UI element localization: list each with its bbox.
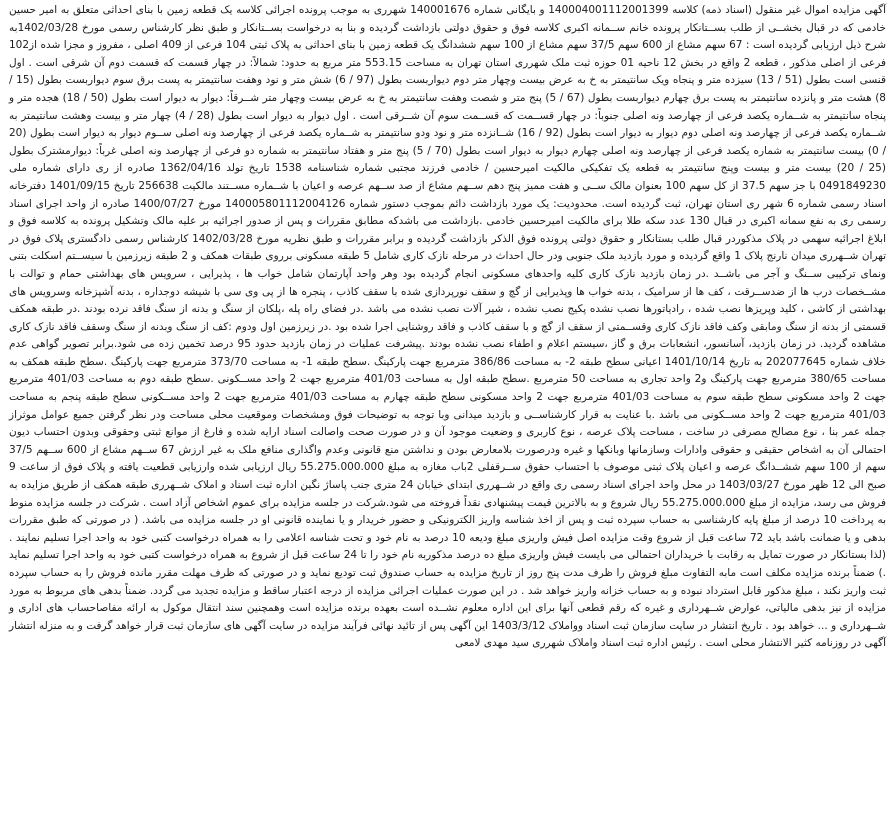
notice-body-text: آگهی مزایده اموال غیر منقول (اسناد ذمه) کلاسه 140004001112001399 و بایگانی شماره 140001676 شهرری به موجب پرونده اجرائی کلاسه یک قطعه زمین با بنای احداثی متعلق به امیر حسین خادمی که در قبال بخشــی از طلب بســتانکار پرونده خانم ســمانه اکبری کلاسه فوق و حقوق دولتی بازداشت گردیده و بنا به درخواست بســتانکار و طبق نظر کارشناس رسمی مورخ 1402/03/28به شرح ذیل ارزیابی گردیده است : 67 سهم مشاع از 600 سهم 37/5 سهم مشاع از 100 سهم ششدانگ یک قطعه زمین با بنای احداثی به پلاک ثبتی 104 فرعی از 409 اصلی ، مفروز و مجزا شده از102 فرعی از اصلی مذکور ، قطعه 2 واقع در بخش 12 ناحیه 01 حوزه ثبت ملک شهرری استان تهران به مساحت 553.15 متر مربع به حدود: شمالاً: در چهار قسمت که قسمت دوم آن شرقی است . اول قنسی است بطول (51 / 13) سیزده متر و پنجاه ویک سانتیمتر به خ به عرض بیست وچهار متر دوم دیواربست بطول (97 / 6) شش متر و نود وهفت سانتیمتر به پست برق سوم دیواربست بطول (15 / 8) هشت متر و پانزده سانتیمتر به پست برق چهارم دیواربست بطول (67 / 5) پنج متر و شصت وهفت سانتیمتر به خ به عرض بیست وچهار متر شــرقاً: دیوار به دیوار است بطول (50 / 18) هجده متر و پنجاه سانتیمتر به شــماره یکصد فرعی از چهارصد ونه اصلی جنوباً: در چهار قســمت که قســمت سوم آن شــرقی است . اول دیوار به دیوار است بطول (28 / 4) چهار متر و بیست وهشت سانتیمتر به شــماره یکصد فرعی از چهارصد ونه اصلی دوم دیوار به دیوار است بطول (92 / 16) شــانزده متر و نود ودو سانتیمتر به شــماره یکصد فرعی از چهارصد ونه اصلی ســوم دیوار به دیوار است بطول (20 / 0) بیست سانتیمتر به شماره یکصد فرعی از چهارصد ونه اصلی چهارم دیوار به دیوار است بطول (70 / 5) پنج متر و هفتاد سانتیمتر به شماره دو فرعی از چهارصد ونه اصلی غرباً: دیوارمشترک بطول (25 / 20) بیست متر و بیست وپنج سانتیمتر به قطعه یک تفکیکی مالکیت امیرحسین / خادمی فرزند مجتبی شماره شناسنامه 1538 تاریخ تولد 1362/04/16 صادره از ری دارای شماره ملی 0491849230 با جز سهم 37.5 از کل سهم 100 بعنوان مالک ســی و هفت ممیز پنج دهم ســهم مشاع از صد ســهم عرصه و اعیان با شــماره مســتند مالکیت 256638 تاریخ 1401/09/15 دفترخانه اسناد رسمی شماره 6 شهر ری استان تهران، ثبت گردیده است. محدودیت: یک مورد بازداشت دائم بموجب دستور شماره 140005801112004126 مورخ 1400/07/27 صادره از واحد اجرای اسناد رسمی ری به نفع سمانه اکبری در قبال 130 عدد سکه طلا برای مالکیت امیرحسین خادمی .بازداشت می باشدکه مطابق مقررات و پس از صدور اجرائیه بر علیه مالک وتشکیل پرونده به کلاسه فوق و ابلاغ اجرائیه سهمی در پلاک مذکوردر قبال طلب بستانکار و حقوق دولتی پرونده فوق الذکر بازداشت گردیده و برابر مقررات و طبق نظریه مورخ 1402/03/28 کارشناس رسمی دادگستری پلاک فوق در تهران شــهرری میدان نارنج پلاک 1 واقع گردیده و مورد بازدید ملک جنوبی ودر حال احداث در مرحله نازک کاری شامل 5 طبقه مسکونی برروی طبقات همکف و 2 طبقه زیرزمین با سیســتم اسکلت بتنی ونمای ترکیبی ســنگ و آجر می باشــد .در زمان بازدید نازک کاری کلیه واحدهای مسکونی انجام گردیده بود وهر واحد آپارتمان شامل خواب ها ، پذیرایی ، سرویس های بهداشتی حمام و توالت با مشــخصات درب ها از ضدســرقت ، کف ها از سرامیک ، بدنه خواب ها وپذیرایی از گچ و سقف نورپردازی شده با سقف کاذب ، پنجره ها از پی وی سی با شیشه دوجداره ، بدنه آشپزخانه وسرویس های بهداشتی از کاشی ، کلید وپریزها نصب شده ، رادیاتورها نصب نشده پکیج نصب نشده ، شیر آلات نصب نشده می باشد .در فضای راه پله ،پلکان از سنگ و بدنه از سنگ فاقد نرده بودند .در طبقه همکف قسمتی از بدنه از سنگ ومابقی وکف فاقد نازک کاری وقســمتی از سقف از گچ و با سقف کاذب و فاقد روشنایی اجرا شده بود .در زیرزمین اول ودوم :کف از سنگ وبدنه از سنگ وسقف فاقد نازک کاری مشاهده گردید. در زمان بازدید، آسانسور، انشعابات برق و گاز ،سیستم اعلام و اطفاء نصب نشده بودند .پیشرفت عملیات در زمان بازدید حدود 95 درصد تخمین زده می شود.برابر تصویر گواهی عدم خلاف شماره 202077645 به تاریخ 1401/10/14 اعیانی سطح طبقه 2- به مساحت 386/86 مترمربع جهت پارکینگ .سطح طبقه 1- به مساحت 373/70 مترمربع جهت پارکینگ .سطح طبقه همکف به مساحت 380/65 مترمربع جهت پارکینگ و2 واحد تجاری به مساحت 50 مترمربع .سطح طبقه اول به مساحت 401/03 مترمربع جهت 2 واحد مســکونی .سطح طبقه دوم به مساحت 401/03 مترمربع جهت 2 واحد مسکونی سطح طبقه سوم به مساحت 401/03 مترمربع جهت 2 واحد مسکونی سطح طبقه چهارم به مساحت 401/03 مترمربع جهت 2 واحد مســکونی سطح طبقه پنجم به مساحت 401/03 مترمربع جهت 2 واحد مســکونی می باشد .با عنایت به قرار کارشناســی و بازدید میدانی وبا توجه به توضیحات فوق ومشخصات وموقعیت محلی مساحت ودر نظر گرفتن جمیع عوامل موثراز جمله عمر بنا ، نوع مصالح مصرفی در ساخت ، مساحت پلاک عرصه ، نوع کاربری و وضعیت موجود آن و در صورت صحت واصالت اسناد ارایه شده و فارغ از موانع ثبتی وحقوقی وبدون احتساب دیون احتمالی آن به اشخاص حقیقی و حقوقی وادارات وسازمانها وبانکها و غیره ودرصورت بلامعارض بودن و نداشتن منع قانونی وعدم واگذاری منافع ملک به غیر ارزش 67 ســهم مشاع از 600 ســهم 37/5 سهم از 100 سهم ششــدانگ عرصه و اعیان پلاک ثبتی موصوف با احتساب حقوق ســرقفلی 2باب مغازه به مبلغ 55.275.000.000 ریال ارزیابی شده وارزیابی قطعیت یافته و پلاک فوق از ساعت 9 صبح الی 12 ظهر مورخ 1403/03/27 در محل واحد اجرای اسناد رسمی ری واقع در شــهرری ابتدای خیابان 24 متری جنب پاساژ نگین اداره ثبت اسناد و املاک شــهرری طبقه همکف از طریق مزایده به فروش می رسد، مزایده از مبلغ 55.275.000.000 ریال شروع و به بالاترین قیمت پیشنهادی نقداً فروخته می شود.شرکت در جلسه مزایده برای عموم اشخاص آزاد است . شرکت در جلسه مزایده منوط به پرداخت 10 درصد از مبلغ پایه کارشناسی به حساب سپرده ثبت و پس از اخذ شناسه واریز الکترونیکی و حضور خریدار و یا نماینده قانونی او در جلسه مزایده می باشد. ( در صورتی که طبق مقررات بدهی و یا ضمانت باشد باید 72 ساعت قبل از شروع وقت مزایده اصل فیش واریزی مبلغ ودیعه 10 درصد به نام خود و تحت شناسه اعلامی را به همراه درخواست کتبی خود به واحد اجرا تسلیم نمایند .(لذا بستانکار در صورت تمایل به رقابت با خریداران احتمالی می بایست فیش واریزی مبلغ ده درصد مذکوربه نام خود را تا 24 ساعت قبل از شروع به همراه درخواست کتبی خود به واحد اجرا تسلیم نماید .) ضمناً برنده مزایده مکلف است مابه التفاوت مبلغ فروش را ظرف مدت پنج روز از تاریخ مزایده به حساب صندوق ثبت تودیع نماید و در صورتی که ظرف مهلت مقرر مانده فروش را به حساب سپرده ثبت واریز نکند ، مبلغ مذکور قابل استرداد نبوده و به حساب خزانه واریز خواهد شد . در این صورت عملیات اجرائی مزایده از درجه اعتبار ساقط و مزایده تجدید می گردد. ضمناً بدهی های مربوط به مورد مزایده از نیز بدهی مالیاتی، عوارض شــهرداری و غیره که رقم قطعی آنها برای این اداره معلوم نشــده است بعهده برنده مزایده است وهمچنین سند انتقال موکول به ارائه مفاصاحساب های اداری و شــهرداری و ... خواهد بود . تاریخ انتشار در سایت سازمان ثبت اسناد وواملاک 1403/3/12 این آگهی پس از تائید نهائی فرآیند مزایده در سایت آگهی های سازمان ثبت قرار خواهد گرفت و به منزله انتشار آگهی در روزنامه کثیر الانتشار محلی است . رئیس اداره ثبت اسناد واملاک شهرری سید مهدی لامعی bbox=[9, 4, 887, 650]
